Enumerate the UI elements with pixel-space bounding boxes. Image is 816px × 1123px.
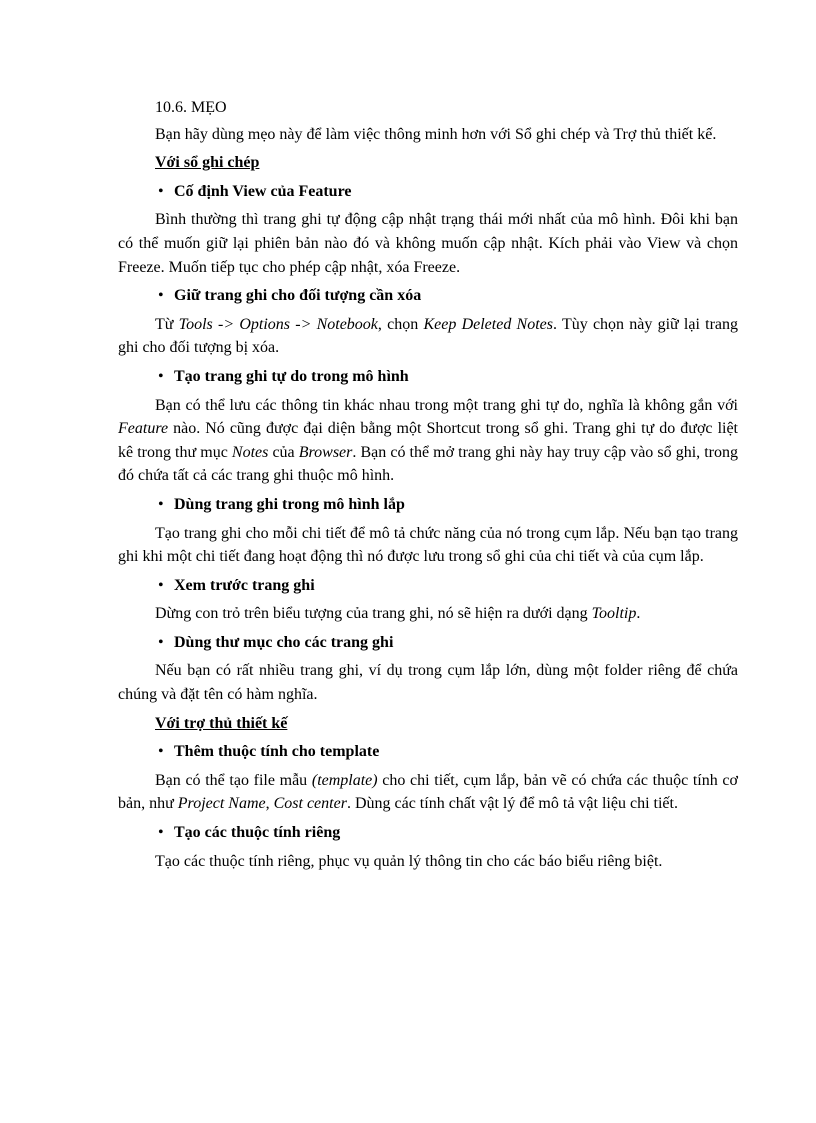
italic-term: Notes xyxy=(231,443,269,461)
text-run: cho chi tiết, cụm lắp, bản vẽ có chứa các thuộc tính cơ bản, như xyxy=(118,771,738,813)
italic-option-name: Keep Deleted Notes xyxy=(423,315,554,333)
subsection-title-notebook: Với sổ ghi chép xyxy=(155,154,260,172)
text-run: Bạn có thể tạo file mẫu xyxy=(155,771,312,789)
text-run: . Tùy chọn này giữ lại trang ghi cho đối tượng bị xóa. xyxy=(118,315,739,357)
paragraph-keep-deleted xyxy=(118,313,738,360)
italic-term: Tooltip xyxy=(591,605,637,623)
bullet-custom-properties xyxy=(118,821,738,845)
bullet-keep-deleted xyxy=(118,284,738,308)
bullet-icon: • xyxy=(158,367,164,385)
italic-term: Project Name xyxy=(177,795,266,813)
italic-term: Feature xyxy=(118,420,169,438)
bullet-free-notes xyxy=(118,365,738,389)
paragraph-preview-notes xyxy=(118,602,738,626)
bullet-title: Dùng trang ghi trong mô hình lắp xyxy=(174,495,405,513)
text-run: của xyxy=(268,443,299,461)
bullet-title: Tạo các thuộc tính riêng xyxy=(174,824,341,842)
bullet-icon: • xyxy=(158,743,164,761)
bullet-assembly-notes xyxy=(118,493,738,517)
bullet-title: Thêm thuộc tính cho template xyxy=(174,743,380,761)
italic-term: (template) xyxy=(311,771,378,789)
bullet-title: Xem trước trang ghi xyxy=(174,576,315,594)
intro-paragraph: Bạn hãy dùng mẹo này để làm việc thông minh hơn với Sổ ghi chép và Trợ thủ thiết kế. xyxy=(155,125,717,143)
bullet-icon: • xyxy=(158,824,164,842)
bullet-title: Tạo trang ghi tự do trong mô hình xyxy=(174,367,409,385)
text-run: Bạn có thể lưu các thông tin khác nhau trong một trang ghi tự do, nghĩa là không gắn với xyxy=(155,396,738,414)
paragraph-custom-properties: Tạo các thuộc tính riêng, phục vụ quản lý thông tin cho các báo biểu riêng biệt. xyxy=(155,852,663,870)
bullet-icon: • xyxy=(158,182,164,200)
text-run: , chọn xyxy=(377,315,424,333)
text-run: . xyxy=(636,605,641,623)
bullet-title: Giữ trang ghi cho đối tượng cần xóa xyxy=(174,287,422,305)
bullet-template-properties xyxy=(118,740,738,764)
italic-term: Browser xyxy=(298,443,353,461)
paragraph-free-notes xyxy=(118,394,738,488)
bullet-icon: • xyxy=(158,495,164,513)
bullet-icon: • xyxy=(158,633,164,651)
paragraph-template-properties xyxy=(118,769,738,816)
paragraph-note-folders: Nếu bạn có rất nhiều trang ghi, ví dụ trong cụm lắp lớn, dùng một folder riêng để chứa chúng và đặt tên có hàm nghĩa. xyxy=(118,662,738,704)
text-run: Dừng con trỏ trên biểu tượng của trang ghi, nó sẽ hiện ra dưới dạng xyxy=(155,605,592,623)
bullet-title: Dùng thư mục cho các trang ghi xyxy=(174,633,394,651)
bullet-note-folders xyxy=(118,631,738,655)
text-run: . Dùng các tính chất vật lý để mô tả vật liệu chi tiết. xyxy=(346,795,678,813)
bullet-preview-notes xyxy=(118,574,738,598)
bullet-freeze-view xyxy=(118,180,738,204)
text-run: , xyxy=(265,795,274,813)
text-run: Từ xyxy=(155,315,179,333)
paragraph-assembly-notes: Tạo trang ghi cho mỗi chi tiết để mô tả chức năng của nó trong cụm lắp. Nếu bạn tạo trang ghi khi một chi tiết đang hoạt động thì nó được lưu trong sổ ghi của chi tiết và của cụm lắp. xyxy=(118,524,738,566)
section-heading: 10.6. MẸO xyxy=(155,99,227,116)
italic-menu-path: Tools -> Options -> Notebook xyxy=(178,315,378,333)
paragraph-freeze-view: Bình thường thì trang ghi tự động cập nhật trạng thái mới nhất của mô hình. Đôi khi bạn có thể muốn giữ lại phiên bản nào đó và không muốn cập nhật. Kích phải vào View và chọn Freeze. Muốn tiếp tục cho phép cập nhật, xóa Freeze. xyxy=(118,211,738,276)
bullet-icon: • xyxy=(158,576,164,594)
text-run: nào. Nó cũng được đại diện bằng một Shortcut trong sổ ghi. Trang ghi tự do được liệt kê trong thư mục xyxy=(118,420,738,461)
text-run: . Bạn có thể mở trang ghi này hay truy cập vào sổ ghi, trong đó chứa tất cả các trang ghi thuộc mô hình. xyxy=(118,443,739,485)
bullet-icon: • xyxy=(158,287,164,305)
subsection-title-design-assistant: Với trợ thủ thiết kế xyxy=(155,714,288,732)
bullet-title: Cố định View của Feature xyxy=(174,182,352,200)
italic-term: Cost center xyxy=(273,795,347,813)
